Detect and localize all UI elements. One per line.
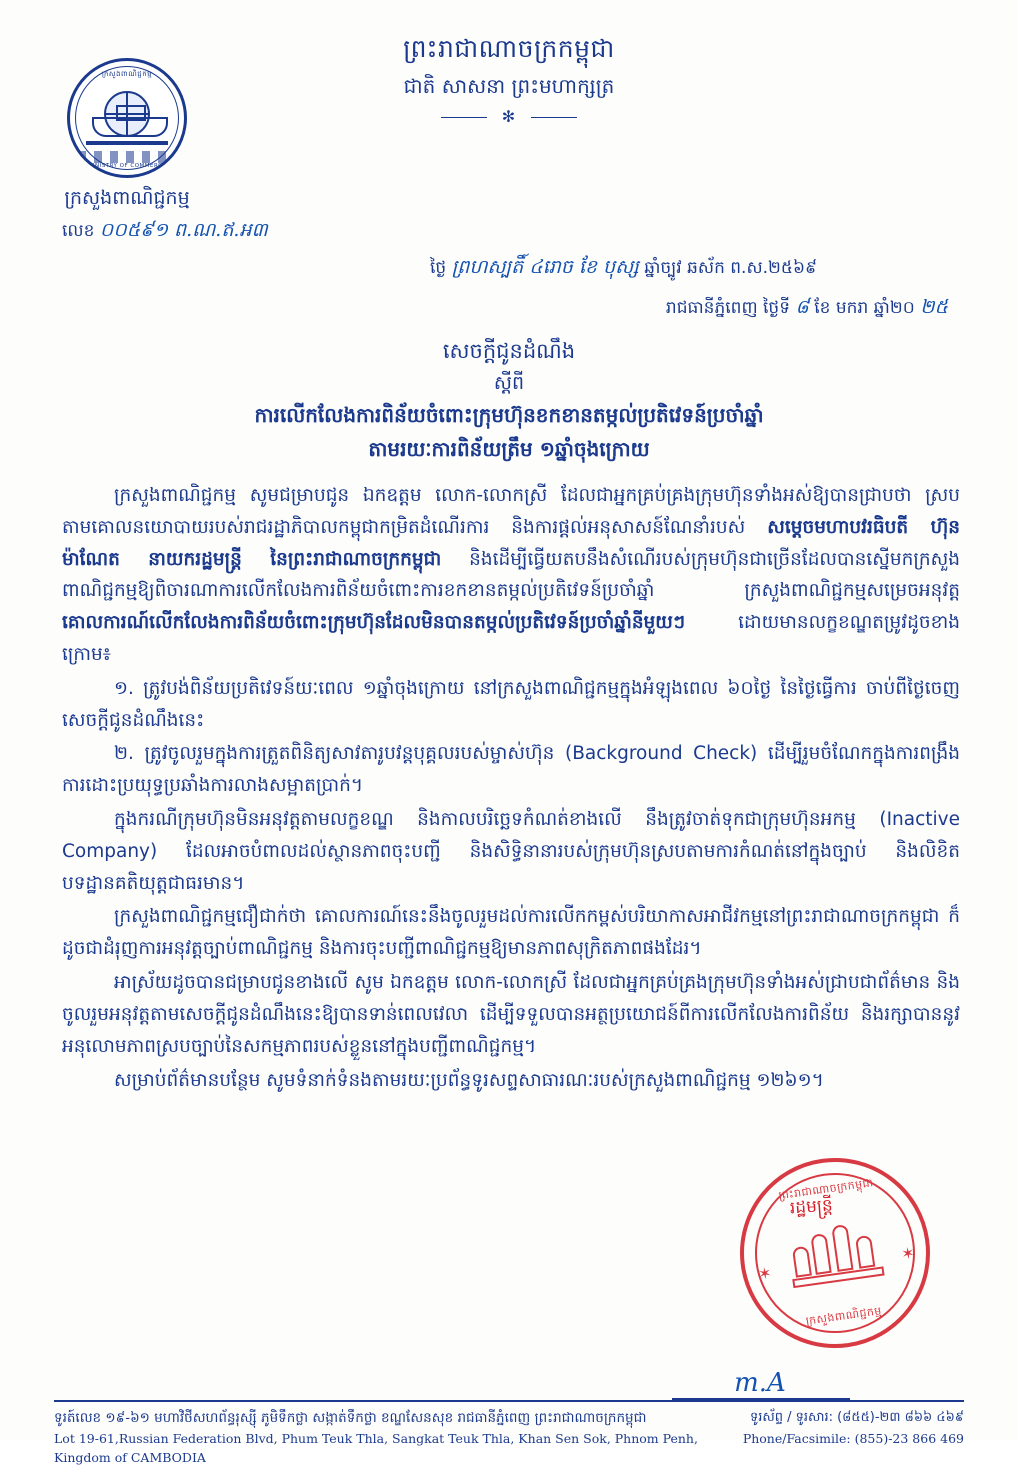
star-ornament-icon: ✻	[501, 106, 517, 126]
ornament-divider	[439, 108, 579, 126]
date-block	[430, 255, 970, 323]
waves-icon	[78, 151, 176, 163]
body-paragraph-3: ២. ត្រូវចូលរួមក្នុងការត្រួតពិនិត្យសាវតារូបវន្តបុគ្គលរបស់ម្ចាស់ហ៊ុន (Background Check) ដើម្បីរួមចំណែកក្នុងការពង្រឹងការដោះប្រយុទ្ធប្រឆាំងការលាងសម្អាតប្រាក់។	[62, 743, 960, 797]
date-year-label: ឆ្នាំ២០	[873, 298, 915, 318]
footer-address-khmer: ទូរត៍លេខ ១៩-៦១ មហាវិថីសហព័ន្ធរុស្ស៊ី ភូមិទឹកថ្លា សង្កាត់ទឹកថ្លា ខណ្ឌសែនសុខ រាជធានីភ្នំពេញ ព្រះរាជាណាចក្រកម្ពុជា	[54, 1410, 647, 1426]
body-paragraph-1	[62, 480, 960, 671]
khmer-date-value: ព្រហស្បតិ៍ ៤រោច ខែ បុស្ស	[451, 256, 639, 278]
divider-bar-left	[441, 117, 487, 119]
notice-subject-line-1: ការលើកលែងការពិន័យចំពោះក្រុមហ៊ុនខកខានតម្កល់ប្រតិវេទន៍ប្រចាំឆ្នាំ	[254, 402, 764, 427]
notice-subject-label: ស្តីពី	[493, 371, 525, 394]
document-footer	[54, 1408, 964, 1468]
body-paragraph-4: ក្នុងករណីក្រុមហ៊ុនមិនអនុវត្តតាមលក្ខខណ្ឌ និងកាលបរិច្ឆេទកំណត់ខាងលើ នឹងត្រូវចាត់ទុកជាក្រុមហ៊ុនអកម្ម (Inactive Company) ដែលអាចបំពាលដល់ស្ថានភាពចុះបញ្ជី និងសិទ្ធិនានារបស់ក្រុមហ៊ុនស្របតាមការកំណត់នៅក្នុងច្បាប់ និងលិខិតបទដ្ឋានគតិយុត្តជាធរមាន។	[62, 809, 960, 894]
date-month-label: ខែ មករា	[814, 298, 869, 318]
paragraph-1-part-1: ក្រសួងពាណិជ្ជកម្ម សូមជម្រាបជូន ឯកឧត្តម លោក-លោកស្រី ដែលជាអ្នកគ្រប់គ្រងក្រុមហ៊ុនទាំងអស់ឱ្យបានជ្រាបថា ស្របតាមគោលនយោបាយរបស់រាជរដ្ឋាភិបាលកម្ពុជាកម្រិតដំណើរការ និងការផ្តល់អនុសាសន៍ណែនាំរបស់	[62, 484, 960, 538]
ship-icon	[86, 111, 168, 145]
document-header	[0, 0, 1018, 318]
document-number-label: លេខ	[62, 221, 95, 241]
motto-line: ជាតិ សាសនា ព្រះមហាក្សត្រ	[403, 73, 615, 98]
policy-highlight: គោលការណ៍លើកលែងការពិន័យចំពោះក្រុមហ៊ុនដែលមិនបានតម្កល់ប្រតិវេទន៍ប្រចាំឆ្នាំនីមួយៗ	[62, 612, 686, 634]
notice-body	[62, 480, 960, 1096]
document-number	[62, 218, 268, 246]
official-seal-stamp	[728, 1146, 943, 1361]
footer-address-english: Lot 19-61,Russian Federation Blvd, Phum Teuk Thla, Sangkat Teuk Thla, Khan Sen Sok, Phnom Penh, Kingdom of CAMBODIA	[54, 1430, 698, 1466]
notice-title-block	[0, 336, 1018, 466]
seal-star-left-icon: ✶	[756, 1263, 773, 1284]
khmer-lunar-date	[430, 255, 970, 283]
date-day-value: ៨	[795, 296, 809, 318]
document-number-value: ០០៥៩១ ព.ណ.ឥ.អ៣	[99, 219, 268, 241]
notice-subject-line-2: តាមរយៈការពិន័យត្រឹម ១ឆ្នាំចុងក្រោយ	[368, 436, 650, 461]
kingdom-line: ព្រះរាជាណាចក្រកម្ពុជា	[403, 34, 615, 63]
body-paragraph-7: សម្រាប់ព័ត៌មានបន្ថែម សូមទំនាក់ទំនងតាមរយៈប្រព័ន្ធទូរសព្ទសាធារណៈរបស់ក្រសួងពាណិជ្ជកម្ម ១២៦១។	[114, 1069, 824, 1091]
city-date-label: រាជធានីភ្នំពេញ ថ្ងៃទី	[665, 298, 791, 318]
body-paragraph-2: ១. ត្រូវបង់ពិន័យប្រតិវេទន៍យៈពេល ១ឆ្នាំចុងក្រោយ នៅក្រសួងពាណិជ្ជកម្មក្នុងអំឡុងពេល ៦០ថ្ងៃ នៃថ្ងៃធ្វើការ ចាប់ពីថ្ងៃចេញសេចក្តីជូនដំណឹងនេះ	[62, 677, 960, 731]
temple-tower-3	[831, 1224, 853, 1272]
body-paragraph-5: ក្រសួងពាណិជ្ជកម្មជឿជាក់ថា គោលការណ៍នេះនឹងចូលរួមដល់ការលើកកម្ពស់បរិយាកាសអាជីវកម្មនៅព្រះរាជាណាចក្រកម្ពុជា ក៏ដូចជាដំរុញការអនុវត្តច្បាប់ពាណិជ្ជកម្ម និងការចុះបញ្ជីពាណិជ្ជកម្មឱ្យមានភាពសុក្រិតភាពផងដែរ។	[62, 906, 960, 960]
emblem-top-arc-text: ក្រសួងពាណិជ្ជកម្ម	[101, 70, 153, 78]
ministry-name: ក្រសួងពាណិជ្ជកម្ម	[64, 187, 190, 209]
seal-star-right-icon: ✶	[900, 1242, 917, 1264]
khmer-year-label: ឆ្នាំច្បូវ ឆស័ក ព.ស.២៥៦៩	[644, 258, 818, 278]
paragraph-1-part-2: និងដើម្បីធ្វើយតបនឹងសំណើរបស់ក្រុមហ៊ុនជាច្រើនដែលបានស្នើមកក្រសួងពាណិជ្ជកម្មឱ្យពិចារណាការលើកលែងការពិន័យចំពោះការខកខានតម្កល់ប្រតិវេទន៍ប្រចាំឆ្នាំ ក្រសួងពាណិជ្ជកម្មសម្រេចអនុវត្ត	[62, 548, 960, 602]
footer-phone-khmer: ទូរស័ព្ទ / ទូរសារ: (៨៥៥)-២៣ ៨៦៦ ៤៦៩	[749, 1410, 964, 1425]
khmer-date-label: ថ្ងៃ	[430, 258, 447, 278]
emblem-bottom-arc-text: MINISTRY OF COMMERCE	[87, 163, 167, 169]
footer-divider	[54, 1400, 964, 1402]
seal-top-text: ព្រះរាជាណាចក្រកម្ពុជា	[777, 1176, 875, 1203]
footer-phone-english: Phone/Facsimile: (855)-23 866 469	[742, 1430, 964, 1446]
temple-tower-4	[855, 1235, 875, 1269]
temple-tower-2	[810, 1233, 831, 1275]
ministry-logo-block	[62, 58, 268, 246]
minister-title: រដ្ឋមន្ត្រី	[789, 1195, 834, 1219]
gregorian-date	[430, 295, 970, 323]
pm-name-highlight: សម្តេចមហាបវរធិបតី ហ៊ុន ម៉ាណែត នាយករដ្ឋមន្ត្រី នៃព្រះរាជាណាចក្រកម្ពុជា	[62, 516, 960, 570]
seal-bottom-text: ក្រសួងពាណិជ្ជកម្ម	[805, 1304, 883, 1328]
temple-tower-1	[792, 1246, 812, 1278]
notice-heading: សេចក្តីជូនដំណឹង	[442, 339, 576, 363]
body-paragraph-6: អាស្រ័យដូចបានជម្រាបជូនខាងលើ សូម ឯកឧត្តម លោក-លោកស្រី ដែលជាអ្នកគ្រប់គ្រងក្រុមហ៊ុនទាំងអស់ជ្រាបជាព័ត៌មាន និងចូលរួមអនុវត្តតាមសេចក្តីជូនដំណឹងនេះឱ្យបានទាន់ពេលវេលា ដើម្បីទទួលបានអត្ថប្រយោជន៍ពីការលើកលែងការពិន័យ និងរក្សាបាននូវអនុលោមភាពស្របច្បាប់នៃសកម្មភាពរបស់ខ្លួននៅក្នុងបញ្ជីពាណិជ្ជកម្ម។	[62, 972, 960, 1057]
divider-bar-right	[531, 117, 577, 119]
date-year-value: ២៥	[920, 296, 948, 318]
ministry-emblem-icon	[67, 58, 187, 178]
paragraph-1-part-3: ដោយមានលក្ខខណ្ឌតម្រូវដូចខាងក្រោម៖	[62, 612, 960, 665]
handwritten-signature: m.A	[734, 1368, 786, 1398]
